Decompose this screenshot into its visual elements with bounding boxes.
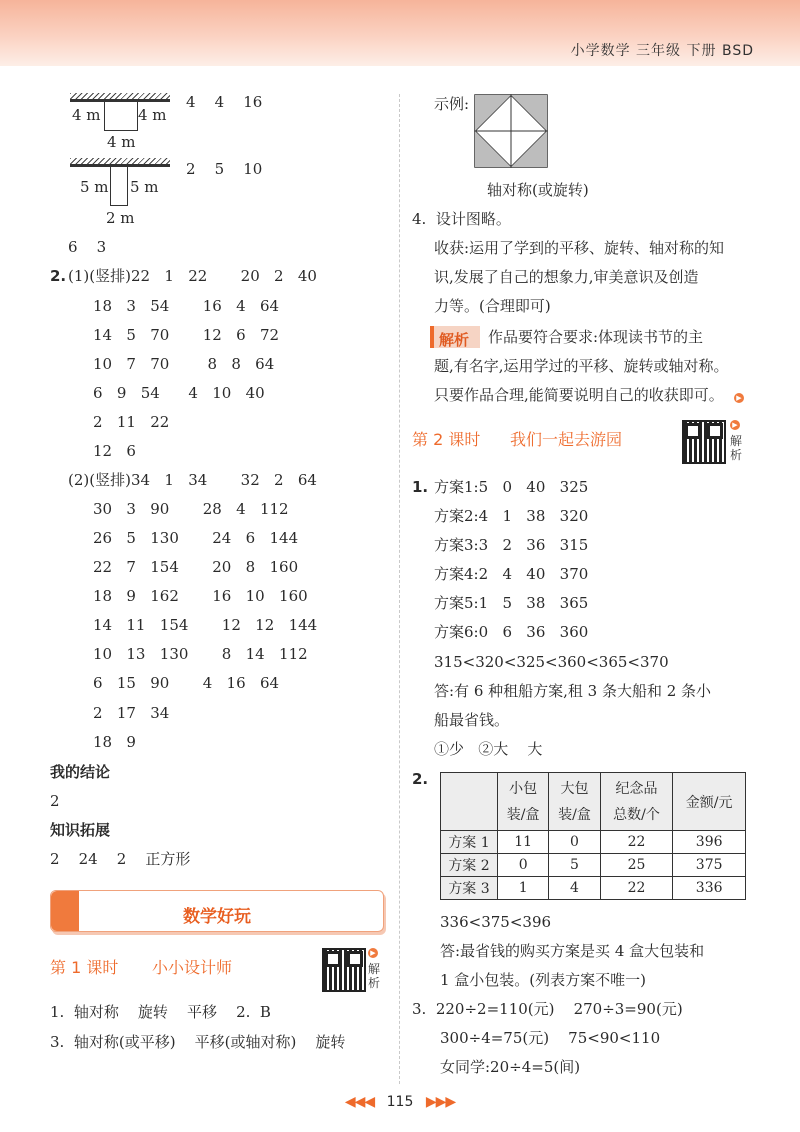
q2-part1-row: 18 3 54 16 4 64 (93, 297, 280, 315)
prev-arrows-icon: ◀◀◀ (344, 1094, 375, 1110)
compare-line: 336<375<396 (440, 913, 552, 931)
q2-number: 2. (50, 267, 67, 285)
cell-large: 4 (549, 877, 600, 900)
plan-line: 方案2:4 1 38 320 (434, 507, 589, 525)
answer-line: 答:最省钱的购买方案是买 4 盒大包装和 (440, 942, 705, 960)
lesson2-label: 第 2 课时 (412, 430, 481, 449)
q2-part2-row: 22 7 154 20 8 160 (93, 558, 299, 576)
table-row (441, 831, 746, 854)
q4-text: 4. 设计图略。 (412, 210, 511, 228)
fig2-answer: 2 5 10 (186, 160, 263, 178)
expand-value: 2 24 2 正方形 (50, 850, 191, 868)
q2-part2-row: 30 3 90 28 4 112 (93, 500, 289, 518)
square-shape (104, 101, 138, 131)
cell-total: 22 (600, 831, 673, 854)
column-divider (399, 94, 400, 1084)
header-band (0, 0, 800, 66)
q2-part1-row: 10 7 70 8 8 64 (93, 355, 275, 373)
table-row (441, 877, 746, 900)
q2-part2-row: (2)(竖排)34 1 34 32 2 64 (68, 471, 317, 489)
qr-code-icon[interactable] (682, 420, 726, 464)
analysis-line: 题,有名字,运用学过的平移、旋转或轴对称。 (434, 357, 729, 375)
book-title: 小学数学 三年级 下册 BSD (570, 43, 754, 59)
q2-part2-row: 14 11 154 12 12 144 (93, 616, 318, 634)
qr-analysis-label: 解析 (368, 962, 381, 990)
page-number: 115 (386, 1094, 414, 1110)
next-arrows-icon: ▶▶▶ (425, 1094, 456, 1110)
q2-right-number: 2. (412, 770, 429, 788)
q2-part1-row: 2 11 22 (93, 413, 170, 431)
row-label: 方案 3 (441, 877, 498, 900)
rectangle-shape (110, 166, 128, 206)
cell-large: 5 (549, 854, 600, 877)
circled-answers: ①少 ②大 大 (434, 740, 543, 758)
row-label: 方案 1 (441, 831, 498, 854)
plan-line: 方案1:5 0 40 325 (434, 478, 589, 496)
cell-amount: 375 (673, 854, 746, 877)
q2-part1-row: (1)(竖排)22 1 22 20 2 40 (68, 267, 317, 285)
table-header-cell: 大包 装/盒 (549, 773, 600, 831)
gain-line: 力等。(合理即可) (434, 297, 551, 315)
table-header-row (441, 773, 746, 831)
table-header-cell: 金额/元 (673, 773, 746, 831)
lesson2-name: 我们一起去游园 (510, 430, 623, 449)
conclusion-heading: 我的结论 (50, 763, 111, 781)
fig2-right-label: 5 m (130, 178, 159, 196)
plan-line: 方案4:2 4 40 370 (434, 565, 589, 583)
analysis-tag-label: 解析 (439, 331, 470, 349)
example-caption: 轴对称(或旋转) (487, 181, 589, 199)
q3-line: 300÷4=75(元) 75<90<110 (440, 1029, 661, 1047)
gain-line: 识,发展了自己的想象力,审美意识及创造 (434, 268, 699, 286)
plan-table (440, 772, 746, 900)
conclusion-value: 2 (50, 792, 60, 810)
fig2-bottom-label: 2 m (106, 209, 135, 227)
fig2-left-label: 5 m (80, 178, 109, 196)
cell-large: 0 (549, 831, 600, 854)
fig1-answer: 4 4 16 (186, 93, 263, 111)
play-arrow-icon: ▶ (368, 948, 378, 958)
fig1-right-label: 4 m (138, 106, 167, 124)
section-title: 数学好玩 (183, 907, 251, 927)
example-figure (474, 94, 548, 168)
play-arrow-icon: ▶ (734, 393, 744, 403)
q2-part2-row: 18 9 (93, 733, 136, 751)
qr-code-icon[interactable] (322, 948, 366, 992)
cell-small: 1 (498, 877, 549, 900)
example-label: 示例: (434, 95, 470, 113)
lesson1-name: 小小设计师 (152, 958, 233, 977)
cell-total: 25 (600, 854, 673, 877)
q2-part2-row: 6 15 90 4 16 64 (93, 674, 280, 692)
cell-small: 11 (498, 831, 549, 854)
row-label: 方案 2 (441, 854, 498, 877)
analysis-line: 作品要符合要求:体现读书节的主 (488, 328, 704, 346)
answer-1: 1. 轴对称 旋转 平移 2. B (50, 1003, 271, 1021)
compare-line: 315<320<325<360<365<370 (434, 653, 669, 671)
answer-3: 3. 轴对称(或平移) 平移(或轴对称) 旋转 (50, 1033, 346, 1051)
q2-part1-row: 14 5 70 12 6 72 (93, 326, 280, 344)
plan-line: 方案6:0 6 36 360 (434, 623, 589, 641)
q3-line: 女同学:20÷4=5(间) (440, 1058, 581, 1076)
expand-heading: 知识拓展 (50, 821, 111, 839)
q2-part1-row: 12 6 (93, 442, 136, 460)
line-6-3: 6 3 (68, 238, 107, 256)
play-arrow-icon: ▶ (730, 420, 740, 430)
answer-line: 船最省钱。 (434, 711, 510, 729)
cell-total: 22 (600, 877, 673, 900)
table-row (441, 854, 746, 877)
answer-line: 1 盒小包装。(列表方案不唯一) (440, 971, 647, 989)
analysis-line: 只要作品合理,能简要说明自己的收获即可。 (434, 386, 724, 404)
gain-line: 收获:运用了学到的平移、旋转、轴对称的知 (434, 239, 725, 257)
cell-amount: 336 (673, 877, 746, 900)
fig1-left-label: 4 m (72, 106, 101, 124)
table-header-cell: 纪念品 总数/个 (600, 773, 673, 831)
q2-part2-row: 26 5 130 24 6 144 (93, 529, 299, 547)
cell-small: 0 (498, 854, 549, 877)
table-header-empty (441, 773, 498, 831)
table-header-cell: 小包 装/盒 (498, 773, 549, 831)
fig1-bottom-label: 4 m (107, 133, 136, 151)
q2-part2-row: 10 13 130 8 14 112 (93, 645, 308, 663)
section-banner (50, 890, 384, 932)
cell-amount: 396 (673, 831, 746, 854)
q2-part1-row: 6 9 54 4 10 40 (93, 384, 265, 402)
q3-line: 3. 220÷2=110(元) 270÷3=90(元) (412, 1000, 683, 1018)
q2-part2-row: 18 9 162 16 10 160 (93, 587, 308, 605)
q1-number: 1. (412, 478, 429, 496)
page-footer (0, 1094, 800, 1110)
plan-line: 方案5:1 5 38 365 (434, 594, 589, 612)
answer-line: 答:有 6 种租船方案,租 3 条大船和 2 条小 (434, 682, 712, 700)
lesson1-label: 第 1 课时 (50, 958, 119, 977)
qr-analysis-label: 解析 (730, 434, 743, 462)
analysis-tag (430, 326, 480, 348)
plan-line: 方案3:3 2 36 315 (434, 536, 589, 554)
q2-part2-row: 2 17 34 (93, 704, 170, 722)
